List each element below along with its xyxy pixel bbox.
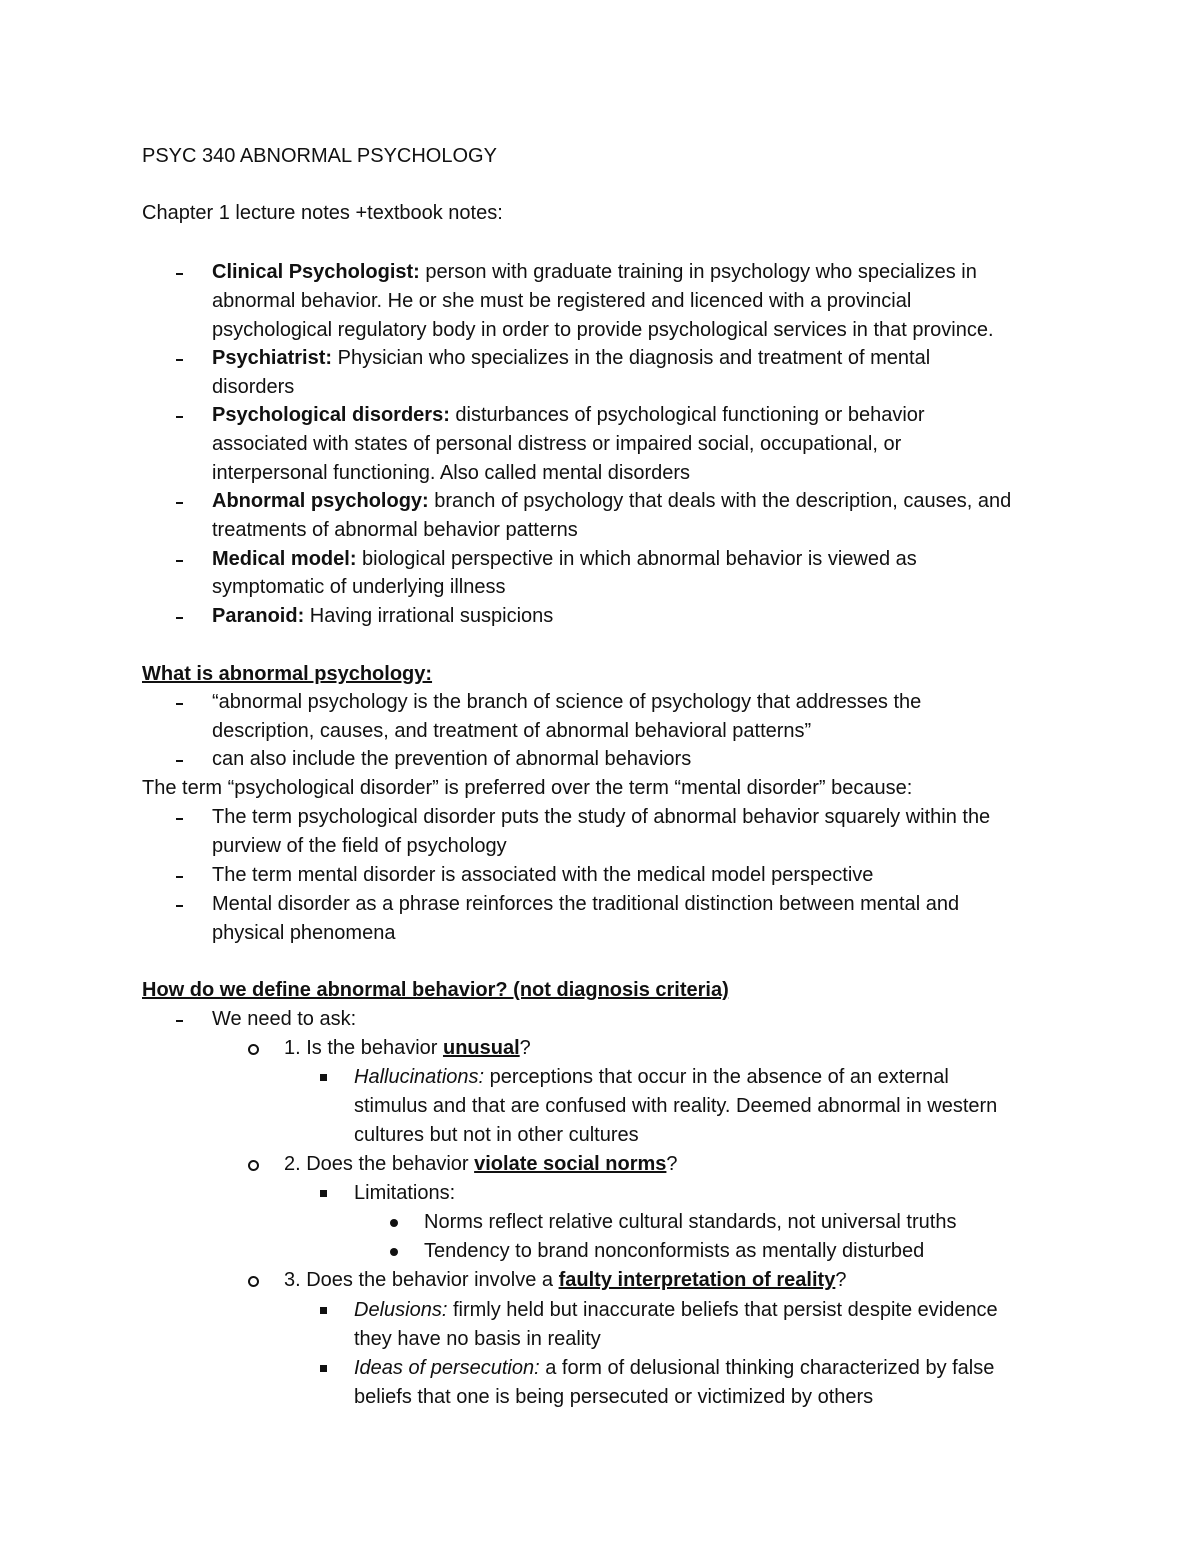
list-item: stimulus and that are confused with reality. Deemed abnormal in western xyxy=(354,1095,998,1117)
definition-term: Ideas of persecution: xyxy=(354,1357,540,1379)
definition-line: treatments of abnormal behavior patterns xyxy=(212,519,578,541)
section-heading: What is abnormal psychology: xyxy=(142,663,433,685)
question-keyword: unusual xyxy=(442,1037,520,1059)
question-keyword: violate social norms xyxy=(474,1153,667,1175)
definition-term: Paranoid: xyxy=(212,605,305,627)
definition-line: Psychological disorders: disturbances of psychological functioning or behavior xyxy=(212,404,925,426)
definition-term: Medical model: xyxy=(212,548,357,570)
definition-term: Clinical Psychologist: xyxy=(212,261,420,283)
list-item: physical phenomena xyxy=(212,922,396,944)
definition-line: Psychiatrist: Physician who specializes in the diagnosis and treatment of mental xyxy=(212,347,931,369)
list-item: beliefs that one is being persecuted or victimized by others xyxy=(354,1386,874,1408)
definition-term: Psychological disorders: xyxy=(212,404,450,426)
definition-line: interpersonal functioning. Also called mental disorders xyxy=(212,462,691,484)
definition-line: symptomatic of underlying illness xyxy=(212,576,506,598)
definition-line: abnormal behavior. He or she must be registered and licenced with a provincial xyxy=(212,290,912,312)
list-item: We need to ask: xyxy=(212,1008,357,1030)
list-item: The term psychological disorder puts the study of abnormal behavior squarely within the xyxy=(212,806,991,828)
document-subtitle: Chapter 1 lecture notes +textbook notes: xyxy=(142,202,503,224)
list-item: The term mental disorder is associated with the medical model perspective xyxy=(212,864,874,886)
list-item: description, causes, and treatment of abnormal behavioral patterns” xyxy=(212,720,812,742)
definition-line: Medical model: biological perspective in which abnormal behavior is viewed as xyxy=(212,548,917,570)
definition-term: Hallucinations: xyxy=(354,1066,485,1088)
list-item: cultures but not in other cultures xyxy=(354,1124,639,1146)
question-item: 3. Does the behavior involve a faulty interpretation of reality? xyxy=(284,1269,847,1291)
definition-line: Clinical Psychologist: person with graduate training in psychology who specializes in xyxy=(212,261,977,283)
list-item: purview of the field of psychology xyxy=(212,835,507,857)
definition-line: Paranoid: Having irrational suspicions xyxy=(212,605,554,627)
definition-term: Psychiatrist: xyxy=(212,347,333,369)
list-item: Hallucinations: perceptions that occur in the absence of an external xyxy=(354,1066,949,1088)
list-item: can also include the prevention of abnormal behaviors xyxy=(212,748,692,770)
definition-term: Abnormal psychology: xyxy=(212,490,429,512)
question-item: 1. Is the behavior unusual? xyxy=(284,1037,531,1059)
statement-text: The term “psychological disorder” is preferred over the term “mental disorder” because: xyxy=(142,777,913,799)
list-item: Ideas of persecution: a form of delusional thinking characterized by false xyxy=(354,1357,995,1379)
document-title: PSYC 340 ABNORMAL PSYCHOLOGY xyxy=(142,145,497,167)
list-item: Norms reflect relative cultural standards, not universal truths xyxy=(424,1211,957,1233)
list-item: they have no basis in reality xyxy=(354,1328,601,1350)
list-item: Delusions: firmly held but inaccurate beliefs that persist despite evidence xyxy=(354,1299,998,1321)
definition-term: Delusions: xyxy=(354,1299,448,1321)
list-item: Limitations: xyxy=(354,1182,456,1204)
question-keyword: faulty interpretation of reality xyxy=(558,1269,836,1291)
list-item: Mental disorder as a phrase reinforces the traditional distinction between mental and xyxy=(212,893,960,915)
definition-line: disorders xyxy=(212,376,295,398)
question-item: 2. Does the behavior violate social norms? xyxy=(284,1153,678,1175)
definition-line: Abnormal psychology: branch of psychology that deals with the description, causes, and xyxy=(212,490,1012,512)
section-heading: How do we define abnormal behavior? (not diagnosis criteria) xyxy=(142,979,729,1001)
definition-line: associated with states of personal distress or impaired social, occupational, or xyxy=(212,433,902,455)
list-item: Tendency to brand nonconformists as mentally disturbed xyxy=(424,1240,925,1262)
definition-line: psychological regulatory body in order to provide psychological services in that province. xyxy=(212,319,994,341)
list-item: “abnormal psychology is the branch of science of psychology that addresses the xyxy=(212,691,922,713)
